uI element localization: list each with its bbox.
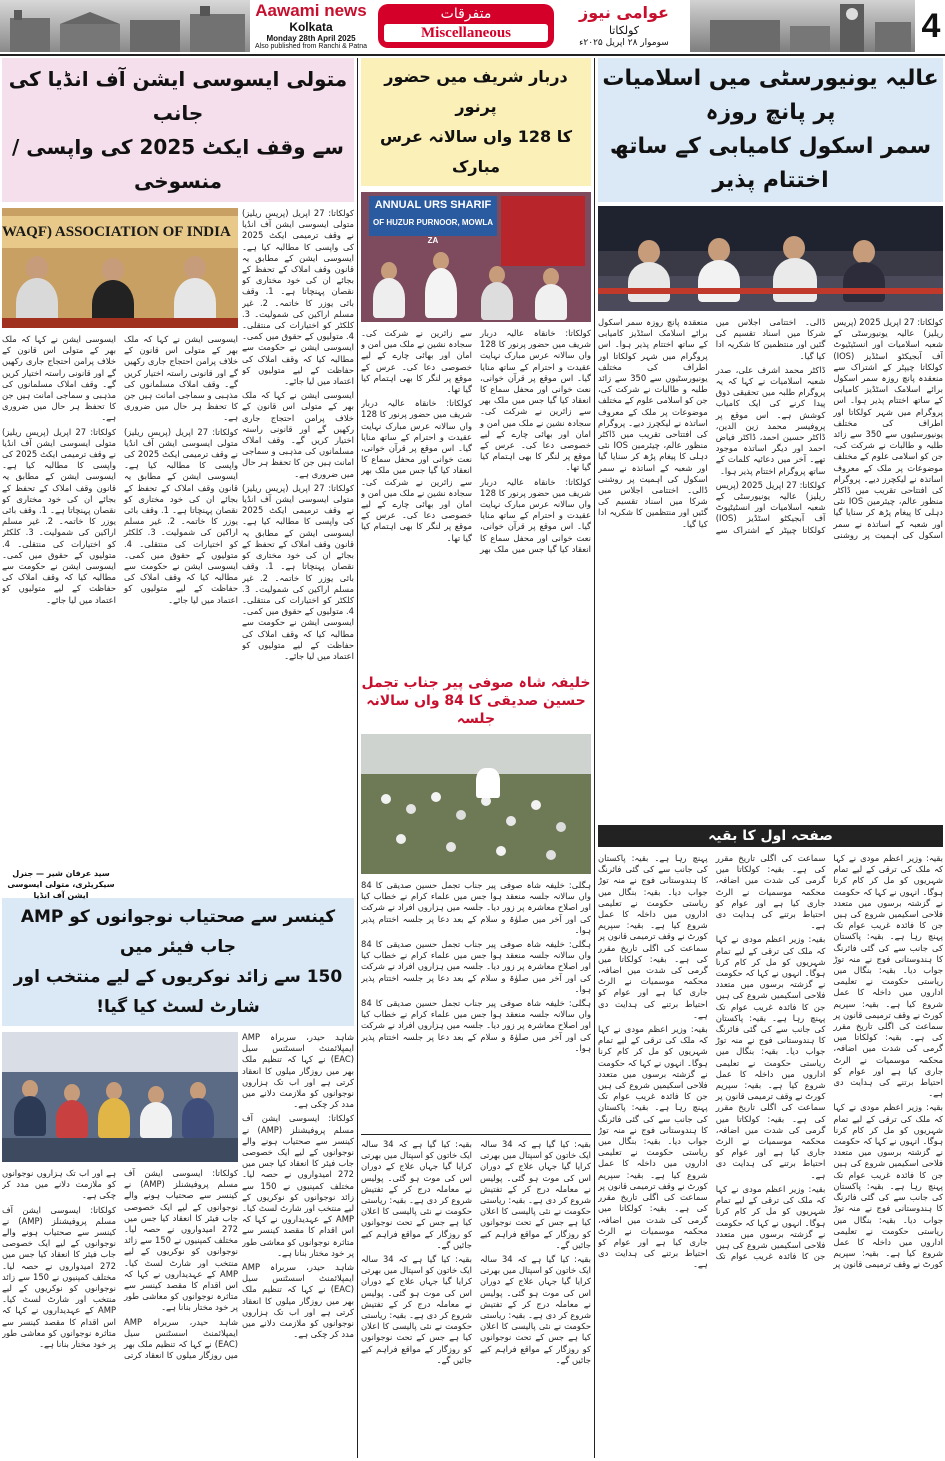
urs-headline-line-2: کا 128 واں سالانہ عرس مبارک [379, 127, 573, 176]
urs-headline-line-1: دربار شریف میں حضور پرنور [384, 67, 568, 116]
waqf-body-wrapper [2, 208, 354, 900]
jalsa-crowd-photo [361, 734, 591, 874]
waqf-body-text-1: کولکاتا: 27 اپریل (پریس ریلیز) متولی ایسوسی ایشن آف انڈیا نے وقف ترمیمی ایکٹ 2025 کی واپسی کا مطالبہ کیا ہے۔ ایسوسی ایشن کے مطابق یہ قانون وقف املاک کے تحفظ کے بجائے ان کی خود مختاری کو نقصان پہنچاتا ہے۔ 1. وقف بائی یوزر کا خاتمہ۔ 2. غیر مسلم اراکین کی شمولیت۔ 3. کلکٹر کو اختیارات کی منتقلی۔ 4. متولیوں کے حقوق میں کمی۔ ایسوسی ایشن نے حکومت سے مطالبہ کیا کہ وقف املاک کی حفاظت کے لیے متولیوں کو اعتماد میں لیا جائے۔ [242, 208, 354, 387]
urs-banner-subtitle: OF HUZUR PURNOOR, MOWLA ZA [373, 218, 493, 245]
page-number: 4 [917, 0, 945, 52]
amp-body-text-2: کولکاتا: ایسوسی ایشن آف مسلم پروفیشنلز (AMP) نے کینسر سے صحتیاب ہونے والے نوجوانوں کے لیے ایک خصوصی جاب فیئر کا انعقاد کیا جس میں 272 امیدواروں نے حصہ لیا۔ مختلف کمپنیوں نے 150 سے زائد نوجوانوں کو نوکریوں کے لیے منتخب اور شارٹ لسٹ کیا۔ AMP کے عہدیداروں نے کہا کہ اس اقدام کا مقصد کینسر سے متاثرہ نوجوانوں کو معاشی طور پر خود مختار بنانا ہے۔ [242, 1113, 354, 1258]
amp-headline-line-2: 150 سے زائد نوکریوں کے لیے منتخب اور شارٹ لسٹ کیا گیا! [13, 967, 343, 1017]
amp-body-text-6: کولکاتا: ایسوسی ایشن آف مسلم پروفیشنلز (AMP) نے کینسر سے صحتیاب ہونے والے نوجوانوں کے لیے ایک خصوصی جاب فیئر کا انعقاد کیا جس میں 272 امیدواروں نے حصہ لیا۔ مختلف کمپنیوں نے 150 سے زائد نوجوانوں کو نوکریوں کے لیے منتخب اور شارٹ لسٹ کیا۔ AMP کے عہدیداروں نے کہا کہ اس اقدام کا مقصد کینسر سے متاثرہ نوجوانوں کو معاشی طور پر خود مختار بنانا ہے۔ [2, 1204, 116, 1350]
waqf-body-text-5: کولکاتا: 27 اپریل (پریس ریلیز) متولی ایسوسی ایشن آف انڈیا نے وقف ترمیمی ایکٹ 2025 کی واپسی کا مطالبہ کیا ہے۔ ایسوسی ایشن کے مطابق یہ قانون وقف املاک کے تحفظ کے بجائے ان کی خود مختاری کو نقصان پہنچاتا ہے۔ 1. وقف بائی یوزر کا خاتمہ۔ 2. غیر مسلم اراکین کی شمولیت۔ 3. کلکٹر کو اختیارات کی منتقلی۔ 4. متولیوں کے حقوق میں کمی۔ ایسوسی ایشن نے حکومت سے مطالبہ کیا کہ وقف املاک کی حفاظت کے لیے متولیوں کو اعتماد میں لیا جائے۔ [124, 426, 238, 605]
english-brand [252, 2, 370, 51]
aliah-body-text-3: کولکاتا: 27 اپریل 2025 (پریس ریلیز) عالیہ یونیورسٹی کے شعبہ اسلامیات اور انسٹیٹیوٹ آف آبجیکٹو اسٹڈیز (IOS) کولکاتا چیپٹر کے اشتراک سے منعقدہ پانچ روزہ سمر اسکول برائے اسلامک اسٹڈیز کامیابی کے ساتھ اختتام پذیر ہوا۔ اس پروگرام میں شہر کولکاتا اور اطراف کی مختلف یونیورسٹیوں سے 350 سے زائد طلبہ و طالبات نے شرکت کی، جن کو اسلامی علوم کے مختلف موضوعات پر ملک کے معروف اساتذہ نے لیکچرز دیے۔ پروگرام کی افتتاحی تقریب میں ڈاکٹر منظور عالم، چیئرمین IOS نئی دہلی کا پیغام پڑھ کر سنایا گیا اور شعبہ کے اساتذہ نے سمر اسکول کی اہمیت پر روشنی ڈالی۔ اختتامی اجلاس میں شرکا میں اسناد تقسیم کی گئیں اور منتظمین کا شکریہ ادا کیا گیا۔ [598, 317, 826, 535]
waqf-signature: سید عرفان شیر — جنرل سیکریٹری، متولی ایسوسی ایشن آف انڈیا [7, 869, 115, 900]
waqf-headline-line-1: متولی ایسوسی ایشن آف انڈیا کی جانب [8, 67, 348, 125]
waqf-press-photo [2, 208, 238, 328]
also-published: Also published from Ranchi & Patna [254, 43, 368, 50]
amp-body-text-4: کولکاتا: ایسوسی ایشن آف مسلم پروفیشنلز (AMP) نے کینسر سے صحتیاب ہونے والے نوجوانوں کے لیے ایک خصوصی جاب فیئر کا انعقاد کیا جس میں 272 امیدواروں نے حصہ لیا۔ مختلف کمپنیوں نے 150 سے زائد نوجوانوں کو نوکریوں کے لیے منتخب اور شارٹ لسٹ کیا۔ AMP کے عہدیداروں نے کہا کہ اس اقدام کا مقصد کینسر سے متاثرہ نوجوانوں کو معاشی طور پر خود مختار بنانا ہے۔ [124, 1168, 238, 1313]
masthead-city-photo-left [0, 0, 250, 52]
aliah-body [598, 317, 943, 817]
urdu-brand-city: کولکاتا [608, 24, 640, 37]
aliah-headline-line-1: عالیہ یونیورسٹی میں اسلامیات پر پانچ روزہ [602, 66, 939, 125]
jalsa-headline: خلیفہ شاہ صوفی پیر جناب تجمل حسین صدیقی کا 84 واں سالانہ جلسہ [361, 675, 591, 727]
column-rule [357, 58, 358, 1458]
amp-headline-line-1: کینسر سے صحتیاب نوجوانوں کو AMP جاب فیئر میں [20, 907, 336, 957]
jalsa-body-text-1: ہگلی: خلیفہ شاہ صوفی پیر جناب تجمل حسین صدیقی کا 84 واں سالانہ جلسہ منعقد ہوا جس میں علماء کرام نے خطاب کیا اور اصلاح معاشرہ پر زور دیا۔ جلسہ میں ہزاروں افراد نے شرکت کی اور آخر میں صلوٰۃ و سلام کے بعد دعا پر جلسہ اختتام پذیر ہوا۔ [361, 880, 591, 935]
continued-text-4: بقیہ: وزیر اعظم مودی نے کہا کہ ملک کی ترقی کے لیے تمام شہریوں کو مل کر کام کرنا ہوگا۔ انہوں نے کہا کہ حکومت نے گزشتہ برسوں میں متعدد فلاحی اسکیمیں شروع کی ہیں جن کا فائدہ غریب عوام تک پہنچ رہا ہے۔ بقیہ: پاکستان کی جانب سے کی گئی فائرنگ کا ہندوستانی فوج نے منہ توڑ جواب دیا۔ بقیہ: بنگال میں ریاستی حکومت نے تعلیمی اداروں میں داخلہ کا عمل شروع کیا ہے۔ بقیہ: سپریم کورٹ نے وقف ترمیمی قانون پر سماعت کی اگلی تاریخ مقرر کی ہے۔ بقیہ: کولکاتا میں گرمی کی شدت میں اضافہ، محکمہ موسمیات نے الرٹ جاری کیا ہے اور عوام کو احتیاط برتنے کی ہدایت دی ہے۔ [598, 853, 826, 1262]
waqf-body-text-6: ایسوسی ایشن نے کہا کہ ملک بھر کے متولی اس قانون کے خلاف پرامن احتجاج جاری رکھیں گے اور قانونی راستہ اختیار کریں گے۔ وقف املاک مسلمانوں کی مذہبی و سماجی امانت ہیں جن کا تحفظ ہر حال میں ضروری ہے۔ [2, 334, 116, 423]
continued-text-3: بقیہ: وزیر اعظم مودی نے کہا کہ ملک کی ترقی کے لیے تمام شہریوں کو مل کر کام کرنا ہوگا۔ انہوں نے کہا کہ حکومت نے گزشتہ برسوں میں متعدد فلاحی اسکیمیں شروع کی ہیں جن کا فائدہ غریب عوام تک پہنچ رہا ہے۔ بقیہ: پاکستان کی جانب سے کی گئی فائرنگ کا ہندوستانی فوج نے منہ توڑ جواب دیا۔ بقیہ: بنگال میں ریاستی حکومت نے تعلیمی اداروں میں داخلہ کا عمل شروع کیا ہے۔ بقیہ: سپریم کورٹ نے وقف ترمیمی قانون پر سماعت کی اگلی تاریخ مقرر کی ہے۔ بقیہ: کولکاتا میں گرمی کی شدت میں اضافہ، محکمہ موسمیات نے الرٹ جاری کیا ہے اور عوام کو احتیاط برتنے کی ہدایت دی ہے۔ [715, 934, 826, 1180]
amp-body-wide [2, 1168, 238, 1458]
brand-name: Aawami news [255, 1, 367, 20]
jalsa-body-text-2: ہگلی: خلیفہ شاہ صوفی پیر جناب تجمل حسین صدیقی کا 84 واں سالانہ جلسہ منعقد ہوا جس میں علماء کرام نے خطاب کیا اور اصلاح معاشرہ پر زور دیا۔ جلسہ میں ہزاروں افراد نے شرکت کی اور آخر میں صلوٰۃ و سلام کے بعد دعا پر جلسہ اختتام پذیر ہوا۔ [361, 939, 591, 994]
continued-text-2: بقیہ: وزیر اعظم مودی نے کہا کہ ملک کی ترقی کے لیے تمام شہریوں کو مل کر کام کرنا ہوگا۔ انہوں نے کہا کہ حکومت نے گزشتہ برسوں میں متعدد فلاحی اسکیمیں شروع کی ہیں جن کا فائدہ غریب عوام تک پہنچ رہا ہے۔ بقیہ: پاکستان کی جانب سے کی گئی فائرنگ کا ہندوستانی فوج نے منہ توڑ جواب دیا۔ بقیہ: بنگال میں ریاستی حکومت نے تعلیمی اداروں میں داخلہ کا عمل شروع کیا ہے۔ بقیہ: سپریم کورٹ نے وقف ترمیمی قانون پر سماعت کی اگلی تاریخ مقرر کی ہے۔ بقیہ: کولکاتا میں گرمی کی شدت میں اضافہ، محکمہ موسمیات نے الرٹ جاری کیا ہے اور عوام کو احتیاط برتنے کی ہدایت دی ہے۔ [715, 853, 943, 1270]
article-waqf-association [2, 58, 354, 1458]
waqf-body-wide [2, 334, 238, 864]
jalsa-body-text-3: ہگلی: خلیفہ شاہ صوفی پیر جناب تجمل حسین صدیقی کا 84 واں سالانہ جلسہ منعقد ہوا جس میں علماء کرام نے خطاب کیا اور اصلاح معاشرہ پر زور دیا۔ جلسہ میں ہزاروں افراد نے شرکت کی اور آخر میں صلوٰۃ و سلام کے بعد دعا پر جلسہ اختتام پذیر ہوا۔ [361, 998, 591, 1053]
amp-body-wrapper [2, 1032, 354, 1458]
waqf-body-text-4: ایسوسی ایشن نے کہا کہ ملک بھر کے متولی اس قانون کے خلاف پرامن احتجاج جاری رکھیں گے اور قانونی راستہ اختیار کریں گے۔ وقف املاک مسلمانوں کی مذہبی و سماجی امانت ہیں جن کا تحفظ ہر حال میں ضروری ہے۔ [124, 334, 238, 423]
building-skyline-icon [0, 0, 250, 52]
amp-jobfair-photo [2, 1032, 238, 1162]
aliah-headline-line-2: سمر اسکول کامیابی کے ساتھ اختتام پذیر [609, 134, 932, 193]
aliah-headline [598, 58, 943, 202]
amp-body-narrow [242, 1032, 354, 1458]
misc-continued-body [361, 1139, 591, 1458]
urs-body-text-2: کولکاتا: خانقاہ عالیہ دربار شریف میں حضور پرنور کا 128 واں سالانہ عرس مبارک نہایت عقیدت و احترام کے ساتھ منایا گیا۔ اس موقع پر قرآن خوانی، نعت خوانی اور محفل سماع کا انعقاد کیا گیا جس میں ملک بھر سے زائرین نے شرکت کی۔ سجادہ نشین نے ملک میں امن و امان اور بھائی چارے کے لیے خصوصی دعا کی۔ عرس کے موقع پر لنگر کا بھی اہتمام کیا گیا تھا۔ [361, 328, 591, 554]
urs-body [361, 328, 591, 668]
amp-body-text-3: شاہد حیدر، سربراہ AMP ایمپلائمنٹ اسسٹنس سیل (EAC) نے کہا کہ تنظیم ملک بھر میں روزگار میلوں کا انعقاد کرتی ہے اور اب تک ہزاروں نوجوانوں کو ملازمت دلانے میں مدد کر چکی ہے۔ [242, 1262, 354, 1340]
waqf-headline-line-2: سے وقف ایکٹ 2025 کی واپسی / منسوخی [12, 135, 344, 193]
urs-body-text-1: کولکاتا: خانقاہ عالیہ دربار شریف میں حضور پرنور کا 128 واں سالانہ عرس مبارک نہایت عقیدت و احترام کے ساتھ منایا گیا۔ اس موقع پر قرآن خوانی، نعت خوانی اور محفل سماع کا انعقاد کیا گیا جس میں ملک بھر سے زائرین نے شرکت کی۔ سجادہ نشین نے ملک میں امن و امان اور بھائی چارے کے لیے خصوصی دعا کی۔ عرس کے موقع پر لنگر کا بھی اہتمام کیا گیا تھا۔ [480, 328, 591, 473]
waqf-body-text-3: کولکاتا: 27 اپریل (پریس ریلیز) متولی ایسوسی ایشن آف انڈیا نے وقف ترمیمی ایکٹ 2025 کی واپسی کا مطالبہ کیا ہے۔ ایسوسی ایشن کے مطابق یہ قانون وقف املاک کے تحفظ کے بجائے ان کی خود مختاری کو نقصان پہنچاتا ہے۔ 1. وقف بائی یوزر کا خاتمہ۔ 2. غیر مسلم اراکین کی شمولیت۔ 3. کلکٹر کو اختیارات کی منتقلی۔ 4. متولیوں کے حقوق میں کمی۔ ایسوسی ایشن نے حکومت سے مطالبہ کیا کہ وقف املاک کی حفاظت کے لیے متولیوں کو اعتماد میں لیا جائے۔ [242, 482, 354, 661]
amp-body-text-5: شاہد حیدر، سربراہ AMP ایمپلائمنٹ اسسٹنس سیل (EAC) نے کہا کہ تنظیم ملک بھر میں روزگار میلوں کا انعقاد کرتی ہے اور اب تک ہزاروں نوجوانوں کو ملازمت دلانے میں مدد کر چکی ہے۔ [2, 1168, 238, 1361]
amp-body-text-1: شاہد حیدر، سربراہ AMP ایمپلائمنٹ اسسٹنس سیل (EAC) نے کہا کہ تنظیم ملک بھر میں روزگار میلوں کا انعقاد کرتی ہے اور اب تک ہزاروں نوجوانوں کو ملازمت دلانے میں مدد کر چکی ہے۔ [242, 1032, 354, 1110]
section-badge [378, 4, 554, 48]
aliah-body-text-2: ڈاکٹر محمد اشرف علی، صدر شعبہ اسلامیات نے کہا کہ یہ پروگرام طلبہ میں تحقیقی ذوق پیدا کرنے کی ایک کامیاب کوشش ہے۔ اس موقع پر پروفیسر محمد زین الدین، ڈاکٹر حسین احمد، ڈاکٹر فیاض احمد اور دیگر اساتذہ موجود تھے۔ آخر میں دعائیہ کلمات کے ساتھ پروگرام اختتام پذیر ہوا۔ [715, 364, 826, 476]
aliah-event-photo [598, 206, 943, 311]
continued-text-1: بقیہ: وزیر اعظم مودی نے کہا کہ ملک کی ترقی کے لیے تمام شہریوں کو مل کر کام کرنا ہوگا۔ انہوں نے کہا کہ حکومت نے گزشتہ برسوں میں متعدد فلاحی اسکیمیں شروع کی ہیں جن کا فائدہ غریب عوام تک پہنچ رہا ہے۔ بقیہ: پاکستان کی جانب سے کی گئی فائرنگ کا ہندوستانی فوج نے منہ توڑ جواب دیا۔ بقیہ: بنگال میں ریاستی حکومت نے تعلیمی اداروں میں داخلہ کا عمل شروع کیا ہے۔ بقیہ: سپریم کورٹ نے وقف ترمیمی قانون پر سماعت کی اگلی تاریخ مقرر کی ہے۔ بقیہ: کولکاتا میں گرمی کی شدت میں اضافہ، محکمہ موسمیات نے الرٹ جاری کیا ہے اور عوام کو احتیاط برتنے کی ہدایت دی ہے۔ [833, 853, 943, 1099]
jalsa-body [361, 880, 591, 1130]
issue-date: Monday 28th April 2025 [266, 34, 356, 43]
continued-from-front-bar: صفحہ اول کا بقیہ [598, 825, 943, 847]
continued-body [598, 853, 943, 1458]
article-aliah-university [598, 58, 943, 1458]
waqf-body-narrow [242, 208, 354, 888]
aliah-body-text: کولکاتا: 27 اپریل 2025 (پریس ریلیز) عالیہ یونیورسٹی کے شعبہ اسلامیات اور انسٹیٹیوٹ آف آبجیکٹو اسٹڈیز (IOS) کولکاتا چیپٹر کے اشتراک سے منعقدہ پانچ روزہ سمر اسکول برائے اسلامک اسٹڈیز کامیابی کے ساتھ اختتام پذیر ہوا۔ اس پروگرام میں شہر کولکاتا اور اطراف کی مختلف یونیورسٹیوں سے 350 سے زائد طلبہ و طالبات نے شرکت کی، جن کو اسلامی علوم کے مختلف موضوعات پر ملک کے معروف اساتذہ نے لیکچرز دیے۔ پروگرام کی افتتاحی تقریب میں ڈاکٹر منظور عالم، چیئرمین IOS نئی دہلی کا پیغام پڑھ کر سنایا گیا اور شعبہ کے اساتذہ نے سمر اسکول کی اہمیت پر روشنی ڈالی۔ اختتامی اجلاس میں شرکا میں اسناد تقسیم کی گئیں اور منتظمین کا شکریہ ادا کیا گیا۔ [715, 317, 943, 540]
misc-continued-text-3: بقیہ: کیا گیا ہے کہ 34 سالہ ایک خاتون کو اسپتال میں بھرتی کرایا گیا جہاں علاج کے دوران اس کی موت ہو گئی۔ پولیس نے معاملہ درج کر کے تفتیش شروع کر دی ہے۔ بقیہ: ریاستی حکومت نے نئی پالیسی کا اعلان کیا ہے جس کے تحت نوجوانوں کو روزگار کے مواقع فراہم کیے جائیں گے۔ [361, 1139, 472, 1250]
waqf-photo-banner: WAQF) ASSOCIATION OF INDIA [2, 216, 238, 248]
amp-headline [2, 898, 354, 1026]
urs-banner-title: ANNUAL URS SHARIF [374, 199, 492, 211]
urdu-brand [560, 2, 688, 49]
urs-stage-banner [369, 196, 497, 245]
brand-city: Kolkata [289, 20, 333, 34]
misc-continued-text-2: بقیہ: کیا گیا ہے کہ 34 سالہ ایک خاتون کو اسپتال میں بھرتی کرایا گیا جہاں علاج کے دوران اس کی موت ہو گئی۔ پولیس نے معاملہ درج کر کے تفتیش شروع کر دی ہے۔ بقیہ: ریاستی حکومت نے نئی پالیسی کا اعلان کیا ہے جس کے تحت نوجوانوں کو روزگار کے مواقع فراہم کیے جائیں گے۔ [480, 1254, 591, 1365]
waqf-body-text-7: کولکاتا: 27 اپریل (پریس ریلیز) متولی ایسوسی ایشن آف انڈیا نے وقف ترمیمی ایکٹ 2025 کی واپسی کا مطالبہ کیا ہے۔ ایسوسی ایشن کے مطابق یہ قانون وقف املاک کے تحفظ کے بجائے ان کی خود مختاری کو نقصان پہنچاتا ہے۔ 1. وقف بائی یوزر کا خاتمہ۔ 2. غیر مسلم اراکین کی شمولیت۔ 3. کلکٹر کو اختیارات کی منتقلی۔ 4. متولیوں کے حقوق میں کمی۔ ایسوسی ایشن نے حکومت سے مطالبہ کیا کہ وقف املاک کی حفاظت کے لیے متولیوں کو اعتماد میں لیا جائے۔ [2, 426, 117, 605]
section-english: Miscellaneous [384, 24, 548, 42]
divider [361, 1134, 591, 1135]
column-rule [594, 58, 595, 1458]
urs-headline [361, 58, 591, 186]
waqf-headline [2, 58, 354, 202]
clock-tower-icon [690, 0, 915, 52]
misc-continued-text-4: بقیہ: کیا گیا ہے کہ 34 سالہ ایک خاتون کو اسپتال میں بھرتی کرایا گیا جہاں علاج کے دوران اس کی موت ہو گئی۔ پولیس نے معاملہ درج کر کے تفتیش شروع کر دی ہے۔ بقیہ: ریاستی حکومت نے نئی پالیسی کا اعلان کیا ہے جس کے تحت نوجوانوں کو روزگار کے مواقع فراہم کیے جائیں گے۔ [361, 1254, 472, 1365]
article-urs-mubarak [361, 58, 591, 1458]
urs-body-text-3: کولکاتا: خانقاہ عالیہ دربار شریف میں حضور پرنور کا 128 واں سالانہ عرس مبارک نہایت عقیدت و احترام کے ساتھ منایا گیا۔ اس موقع پر قرآن خوانی، نعت خوانی اور محفل سماع کا انعقاد کیا گیا جس میں ملک بھر سے زائرین نے شرکت کی۔ سجادہ نشین نے ملک میں امن و امان اور بھائی چارے کے لیے خصوصی دعا کی۔ عرس کے موقع پر لنگر کا بھی اہتمام کیا گیا تھا۔ [361, 398, 472, 543]
continued-text-5: بقیہ: وزیر اعظم مودی نے کہا کہ ملک کی ترقی کے لیے تمام شہریوں کو مل کر کام کرنا ہوگا۔ انہوں نے کہا کہ حکومت نے گزشتہ برسوں میں متعدد فلاحی اسکیمیں شروع کی ہیں جن کا فائدہ غریب عوام تک پہنچ رہا ہے۔ بقیہ: پاکستان کی جانب سے کی گئی فائرنگ کا ہندوستانی فوج نے منہ توڑ جواب دیا۔ بقیہ: بنگال میں ریاستی حکومت نے تعلیمی اداروں میں داخلہ کا عمل شروع کیا ہے۔ بقیہ: سپریم کورٹ نے وقف ترمیمی قانون پر سماعت کی اگلی تاریخ مقرر کی ہے۔ بقیہ: کولکاتا میں گرمی کی شدت میں اضافہ، محکمہ موسمیات نے الرٹ جاری کیا ہے اور عوام کو احتیاط برتنے کی ہدایت دی ہے۔ [598, 1024, 708, 1270]
masthead [0, 0, 945, 56]
waqf-body-text-2: ایسوسی ایشن نے کہا کہ ملک بھر کے متولی اس قانون کے خلاف پرامن احتجاج جاری رکھیں گے اور قانونی راستہ اختیار کریں گے۔ وقف املاک مسلمانوں کی مذہبی و سماجی امانت ہیں جن کا تحفظ ہر حال میں ضروری ہے۔ [242, 390, 354, 479]
section-urdu: متفرقات [440, 6, 492, 22]
misc-continued-text-1: بقیہ: کیا گیا ہے کہ 34 سالہ ایک خاتون کو اسپتال میں بھرتی کرایا گیا جہاں علاج کے دوران اس کی موت ہو گئی۔ پولیس نے معاملہ درج کر کے تفتیش شروع کر دی ہے۔ بقیہ: ریاستی حکومت نے نئی پالیسی کا اعلان کیا ہے جس کے تحت نوجوانوں کو روزگار کے مواقع فراہم کیے جائیں گے۔ [480, 1139, 591, 1250]
urs-event-photo [361, 192, 591, 322]
urdu-issue-date: سوموار ۲۸ اپریل ۲۰۲۵ء [579, 38, 669, 48]
urdu-brand-name: عوامی نیوز [579, 3, 669, 22]
masthead-city-photo-right [690, 0, 915, 52]
